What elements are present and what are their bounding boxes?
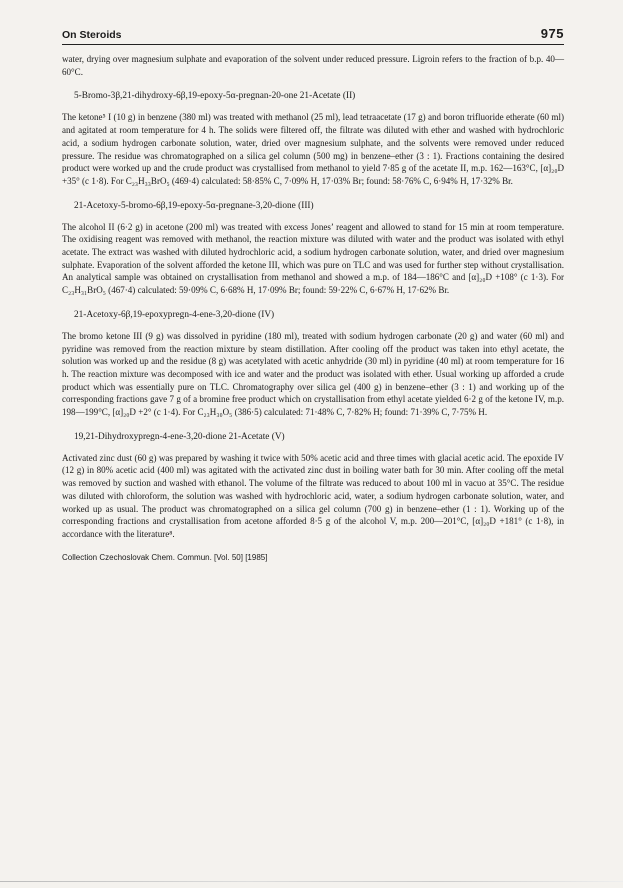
section-heading-III: 21-Acetoxy-5-bromo-6β,19-epoxy-5α-pregnane-3,20-dione (III) bbox=[74, 200, 314, 211]
section-heading-IV: 21-Acetoxy-6β,19-epoxypregn-4-ene-3,20-dione (IV) bbox=[74, 309, 275, 320]
document-page bbox=[62, 26, 564, 562]
section-body-IV: The bromo ketone III (9 g) was dissolved in pyridine (180 ml), treated with sodium hydrogen carbonate (20 g) and water (60 ml) and pyridine was removed from the reaction mixture by steam distillation. After cooling off the product was taken into ethyl acetate, the solution was worked up and the residue (8 g) was acetylated with acetic anhydride (30 ml) in pyridine (40 ml) at room temperature for 16 h. The reaction mixture was decomposed with ice and water and the product was isolated with ether. Usual working up afforded a crude product which was essentially pure on TLC. Chromatography over silica gel (400 g) in benzene–ether (3 : 1) and working up of the corresponding fractions gave 7 g of a bromine free product which on crystallisation from ethyl acetate yielded 6·2 g of the ketone IV, m.p. 198—199°C, [α]₂₀D +2° (c 1·4). For C₂₃H₃₀O₅ (386·5) calculated: 71·48% C, 7·82% H; found: 71·39% C, 7·75% H. bbox=[62, 330, 564, 418]
section-body-II: The ketone⁵ I (10 g) in benzene (380 ml) was treated with methanol (25 ml), lead tetraacetate (17 g) and boron trifluoride etherate (60 ml) and agitated at room temperature for 4 h. The solids were filtered off, the filtrate was diluted with ether and washed with hydrochloric acid, a sodium hydrogen carbonate solution, water, dried over magnesium sulphate, and the solvents were removed under reduced pressure. The residue was chromatographed on a silica gel column (500 mg) in benzene–ether (3 : 1). Fractions containing the desired product were worked up and the crude product was crystallised from methanol to yield 7·85 g of the acetate II, m.p. 162—163°C, [α]₂₀D +35° (c 1·8). For C₂₃H₃₃BrO₅ (469·4) calculated: 58·85% C, 7·09% H, 17·03% Br; found: 58·76% C, 6·94% H, 17·32% Br. bbox=[62, 112, 564, 186]
running-header bbox=[62, 26, 564, 45]
page-number: 975 bbox=[540, 26, 564, 41]
section-body-V: Activated zinc dust (60 g) was prepared by washing it twice with 50% acetic acid and three times with glacial acetic acid. The epoxide IV (12 g) in 80% acetic acid (400 ml) was agitated with the activated zinc dust in boiling water bath for 30 min. After cooling off the metal was removed by suction and washed with ethanol. The volume of the filtrate was reduced to about 100 ml in vacuo at 35°C. The residue was diluted with chloroform, the solution was washed with hydrochloric acid, water, a sodium hydrogen carbonate solution, water, and worked up as usual. The product was chromatographed on a silica gel column (700 g) in benzene–ether (1 : 1). Working up of the corresponding fractions and crystallisation from acetone afforded 8·5 g of the alcohol V, m.p. 200—201°C, [α]₂₀D +181° (c 1·8), in accordance with the literature⁸. bbox=[62, 452, 564, 539]
journal-footer: Collection Czechoslovak Chem. Commun. [Vol. 50] [1985] bbox=[62, 552, 268, 562]
intro-paragraph: water, drying over magnesium sulphate and evaporation of the solvent under reduced pressure. Ligroin refers to the fraction of b.p. 40—60°C. bbox=[62, 54, 564, 77]
article-body bbox=[62, 53, 564, 541]
next-page-edge bbox=[0, 881, 623, 882]
section-heading-V: 19,21-Dihydroxypregn-4-ene-3,20-dione 21-Acetate (V) bbox=[74, 431, 285, 442]
section-heading-II: 5-Bromo-3β,21-dihydroxy-6β,19-epoxy-5α-pregnan-20-one 21-Acetate (II) bbox=[74, 91, 356, 102]
running-title: On Steroids bbox=[62, 29, 122, 41]
section-body-III: The alcohol II (6·2 g) in acetone (200 ml) was treated with excess Jones’ reagent and allowed to stand for 15 min at room temperature. The oxidising reagent was removed with methanol, the reaction mixture was diluted with water and the product was isolated with ethyl acetate. The extract was washed with diluted hydrochloric acid, a sodium hydrogen carbonate solution, water, and dried over magnesium sulphate. Evaporation of the solvent afforded the ketone III, which was pure on TLC and was used for further step without crystallisation. An analytical sample was obtained on crystallisation from methanol and showed a m.p. of 184—186°C and [α]₂₀D +108° (c 1·3). For C₂₃H₃₁BrO₅ (467·4) calculated: 59·09% C, 6·68% H, 17·09% Br; found: 59·22% C, 6·67% H, 17·62% Br. bbox=[62, 221, 564, 296]
